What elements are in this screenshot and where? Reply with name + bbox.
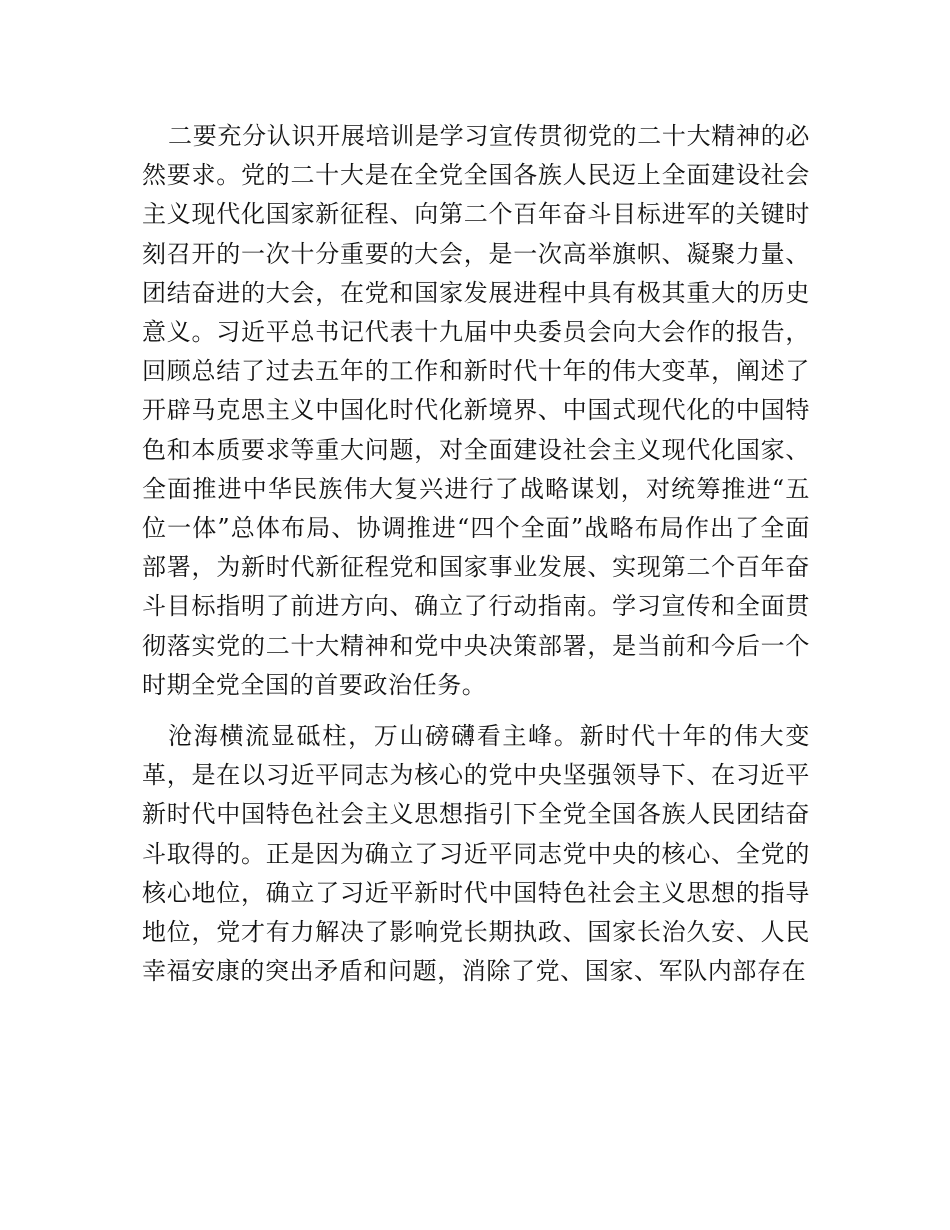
document-body (142, 117, 810, 991)
paragraph-1: 二要充分认识开展培训是学习宣传贯彻党的二十大精神的必然要求。党的二十大是在全党全国各族人民迈上全面建设社会主义现代化国家新征程、向第二个百年奋斗目标进军的关键时刻召开的一次十分重要的大会，是一次高举旗帜、凝聚力量、团结奋进的大会，在党和国家发展进程中具有极其重大的历史意义。习近平总书记代表十九届中央委员会向大会作的报告，回顾总结了过去五年的工作和新时代十年的伟大变革，阐述了开辟马克思主义中国化时代化新境界、中国式现代化的中国特色和本质要求等重大问题，对全面建设社会主义现代化国家、全面推进中华民族伟大复兴进行了战略谋划，对统筹推进“五位一体”总体布局、协调推进“四个全面”战略布局作出了全面部署，为新时代新征程党和国家事业发展、实现第二个百年奋斗目标指明了前进方向、确立了行动指南。学习宣传和全面贯彻落实党的二十大精神和党中央决策部署，是当前和今后一个时期全党全国的首要政治任务。 (142, 122, 810, 699)
paragraph-2: 沧海横流显砥柱，万山磅礴看主峰。新时代十年的伟大变革，是在以习近平同志为核心的党中央坚强领导下、在习近平新时代中国特色社会主义思想指引下全党全国各族人民团结奋斗取得的。正是因为确立了习近平同志党中央的核心、全党的核心地位，确立了习近平新时代中国特色社会主义思想的指导地位，党才有力解决了影响党长期执政、国家长治久安、人民幸福安康的突出矛盾和问题，消除了党、国家、军队内部存在 (142, 722, 810, 986)
